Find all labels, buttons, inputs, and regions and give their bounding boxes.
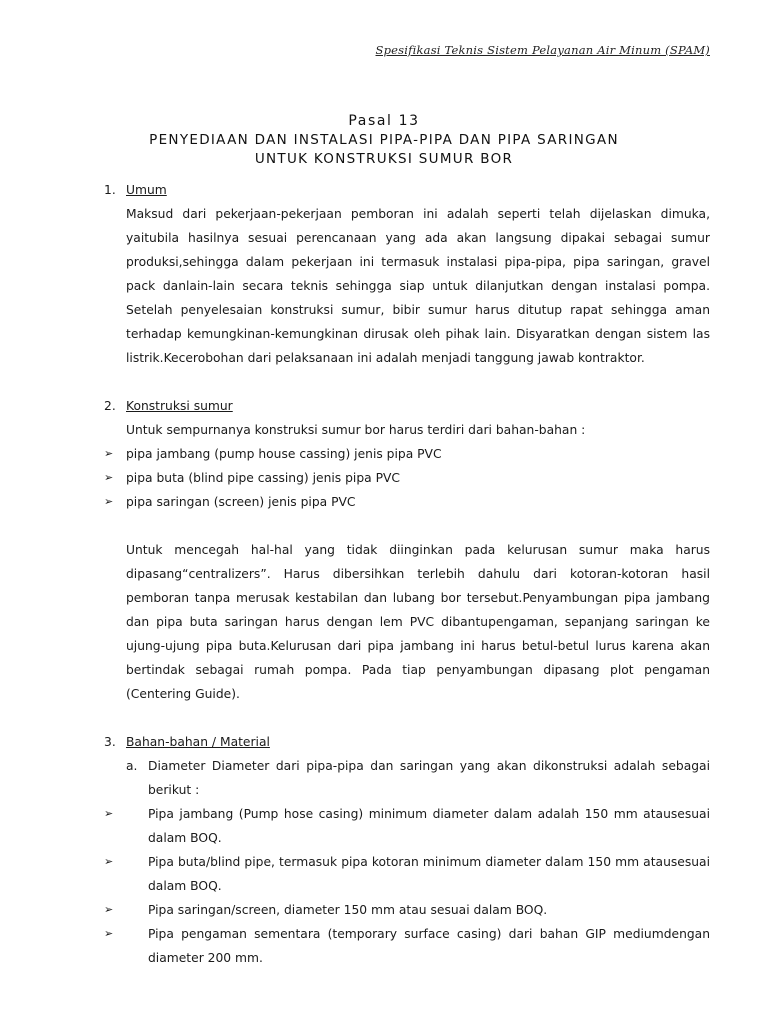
section-title: Konstruksi sumur bbox=[126, 399, 233, 413]
title-line-3: UNTUK KONSTRUKSI SUMUR BOR bbox=[254, 151, 514, 167]
list-item: ➢ Pipa saringan/screen, diameter 150 mm atau sesuai dalam BOQ. bbox=[104, 898, 710, 922]
section-3-sub-a bbox=[104, 754, 710, 802]
section-1-paragraph: Maksud dari pekerjaan-pekerjaan pemboran ini adalah seperti telah dijelaskan dimuka, yaitubila hasilnya sesuai perencanaan yang ada akan langsung dipakai sebagai sumur produksi,sehingga dalam pekerjaan ini termasuk instalasi pipa-pipa, pipa saringan, gravel pack danlain-lain secara teknis sehingga siap untuk dilanjutkan dengan instalasi pompa. Setelah penyelesaian konstruksi sumur, bibir sumur harus ditutup rapat sehingga aman terhadap kemungkinan-kemungkinan dirusak oleh pihak lain. Disyaratkan dengan sistem las listrik.Kecerobohan dari pelaksanaan ini adalah menjadi tanggung jawab kontraktor. bbox=[126, 207, 710, 365]
arrow-bullet-icon: ➢ bbox=[104, 471, 114, 484]
section-number: 1. bbox=[104, 183, 116, 197]
list-item: ➢ pipa buta (blind pipe cassing) jenis pipa PVC bbox=[104, 466, 710, 490]
list-item: ➢ Pipa buta/blind pipe, termasuk pipa kotoran minimum diameter dalam 150 mm atausesuai dalam BOQ. bbox=[104, 850, 710, 898]
list-item: ➢ Pipa pengaman sementara (temporary surface casing) dari bahan GIP mediumdengan diameter 200 mm. bbox=[104, 922, 710, 970]
section-2-bullet-list bbox=[104, 442, 710, 514]
list-item: ➢ Pipa jambang (Pump hose casing) minimum diameter dalam adalah 150 mm atausesuai dalam BOQ. bbox=[104, 802, 710, 850]
sub-text: Diameter Diameter dari pipa-pipa dan saringan yang akan dikonstruksi adalah sebagai berikut : bbox=[148, 759, 710, 797]
section-2-paragraph: Untuk mencegah hal-hal yang tidak diinginkan pada kelurusan sumur maka harus dipasang“centralizers”. Harus dibersihkan terlebih dahulu dari kotoran-kotoran hasil pemboran tanpa merusak kestabilan dan lubang bor tersebut.Penyambungan pipa jambang dan pipa buta saringan harus dengan lem PVC dibantupengaman, sepanjang saringan ke ujung-ujung pipa buta.Kelurusan dari pipa jambang ini harus betul-betul lurus karena akan bertindak sebagai rumah pompa. Pada tiap penyambungan dipasang plot pengaman (Centering Guide). bbox=[126, 543, 710, 701]
section-3-bullet-list bbox=[104, 802, 710, 970]
section-1-heading bbox=[104, 178, 710, 202]
arrow-bullet-icon: ➢ bbox=[104, 903, 114, 916]
list-item: ➢ pipa jambang (pump house cassing) jenis pipa PVC bbox=[104, 442, 710, 466]
section-number: 3. bbox=[104, 735, 116, 749]
arrow-bullet-icon: ➢ bbox=[104, 447, 114, 460]
document-body bbox=[104, 178, 710, 970]
page-title bbox=[0, 112, 768, 169]
section-2-intro: Untuk sempurnanya konstruksi sumur bor harus terdiri dari bahan-bahan : bbox=[126, 423, 586, 437]
section-number: 2. bbox=[104, 399, 116, 413]
list-item: ➢ pipa saringan (screen) jenis pipa PVC bbox=[104, 490, 710, 514]
arrow-bullet-icon: ➢ bbox=[104, 495, 114, 508]
arrow-bullet-icon: ➢ bbox=[104, 855, 114, 868]
arrow-bullet-icon: ➢ bbox=[104, 807, 114, 820]
section-3-heading bbox=[104, 730, 710, 754]
section-2-heading bbox=[104, 394, 710, 418]
arrow-bullet-icon: ➢ bbox=[104, 927, 114, 940]
section-title: Umum bbox=[126, 183, 167, 197]
running-header: Spesifikasi Teknis Sistem Pelayanan Air Minum (SPAM) bbox=[375, 43, 710, 57]
title-line-2: PENYEDIAAN DAN INSTALASI PIPA-PIPA DAN PIPA SARINGAN bbox=[149, 132, 619, 148]
sub-letter: a. bbox=[126, 759, 138, 773]
section-title: Bahan-bahan / Material bbox=[126, 735, 270, 749]
title-line-1: Pasal 13 bbox=[348, 113, 420, 129]
